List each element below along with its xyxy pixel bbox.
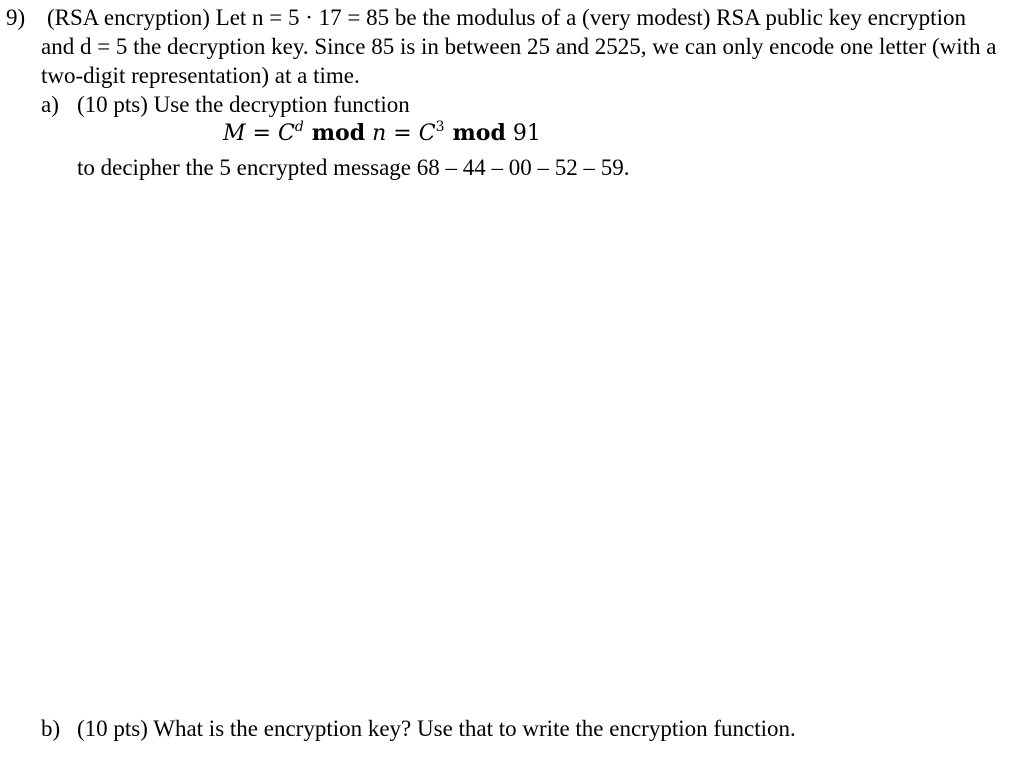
- problem-text-line-1: (RSA encryption) Let n = 5 · 17 = 85 be the modulus of a (very modest) RSA public key encryption: [47, 5, 966, 30]
- formula-M: M: [223, 121, 246, 146]
- decryption-formula: [223, 119, 541, 146]
- formula-modulus: 91: [512, 121, 541, 146]
- part-a-instruction: to decipher the 5 encrypted message 68 – 44 – 00 – 52 – 59.: [77, 155, 630, 180]
- formula-mod-2: mod: [452, 120, 506, 146]
- part-a-text: (10 pts) Use the decryption function: [77, 92, 410, 117]
- problem-text-line-2: and d = 5 the decryption key. Since 85 is in between 25 and 2525, we can only encode one letter (with a: [41, 34, 997, 59]
- formula-exponent-d: d: [294, 119, 304, 135]
- part-a-label: a): [41, 92, 59, 117]
- formula-exponent-3: 3: [435, 119, 445, 135]
- formula-C-2: C: [418, 121, 436, 146]
- problem-text-line-3: two-digit representation) at a time.: [41, 63, 360, 88]
- formula-equals: =: [252, 121, 271, 146]
- formula-equals-2: =: [393, 121, 412, 146]
- formula-C: C: [277, 121, 295, 146]
- part-b-label: b): [41, 716, 61, 741]
- problem-number: 9): [6, 5, 26, 30]
- formula-n: n: [372, 121, 387, 146]
- formula-mod: mod: [311, 120, 366, 146]
- part-b-text: (10 pts) What is the encryption key? Use that to write the encryption function.: [77, 716, 796, 741]
